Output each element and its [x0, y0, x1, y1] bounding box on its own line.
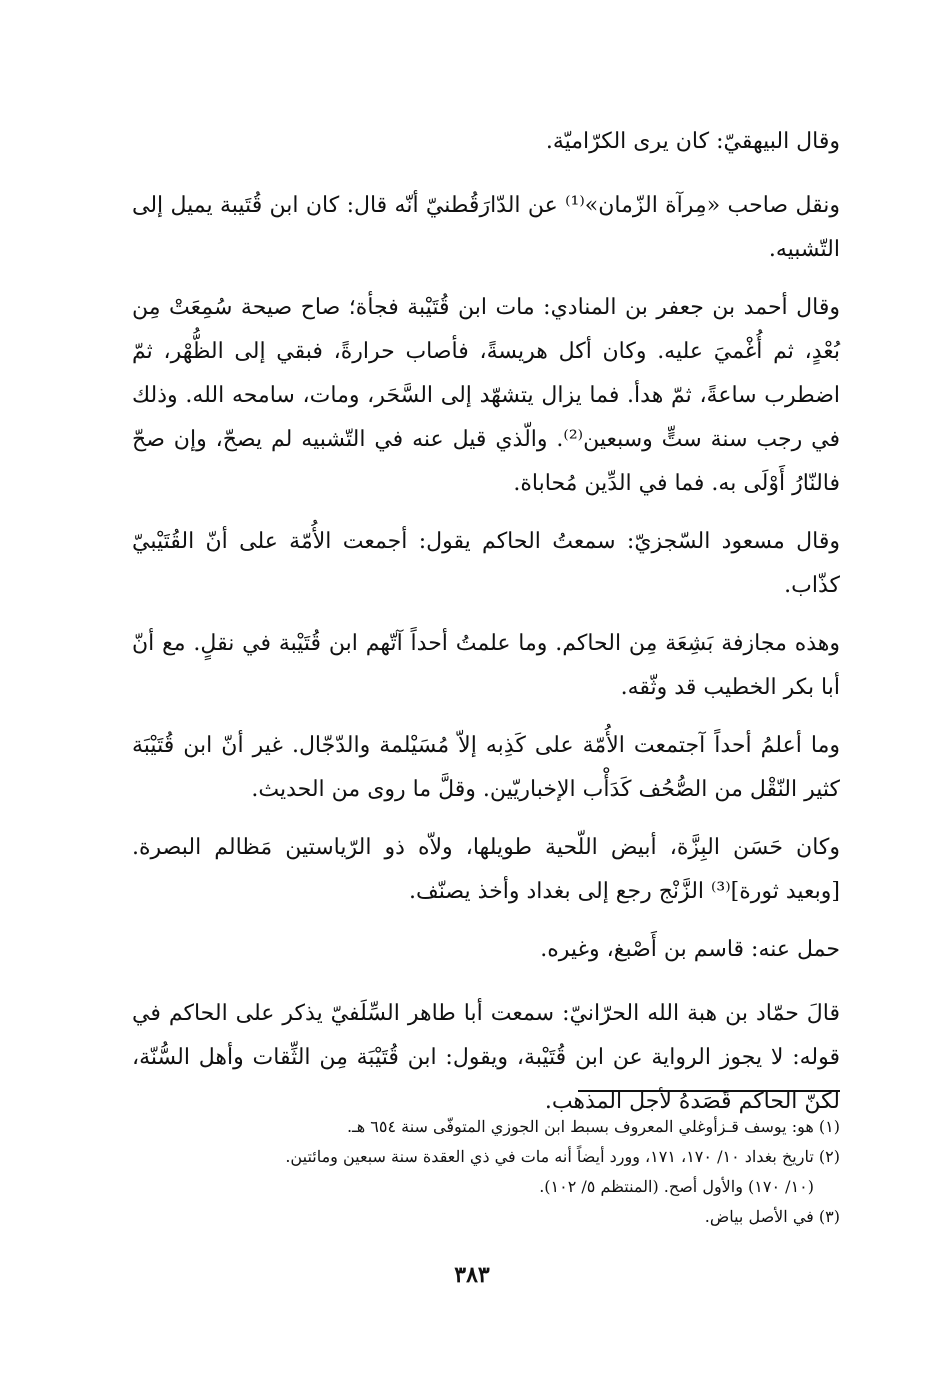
footnote-divider — [578, 1090, 840, 1092]
main-text — [132, 120, 840, 1138]
footnote-text: في الأصل بياض. — [704, 1207, 814, 1226]
footnote — [132, 1112, 840, 1142]
footnote — [132, 1142, 840, 1172]
paragraph: ونقل صاحب «مِرآة الزّمان»⁽¹⁾ عن الدّارَقُطنيّ أنّه قال: كان ابن قُتَيبة يميل إلى التّشبيه. — [132, 193, 840, 262]
paragraph: قالَ حمّاد بن هبة الله الحرّانيّ: سمعت أبا طاهر السِّلَفيّ يذكر على الحاكم في قوله: لا يجوز الرواية عن ابن قُتَيْبة، ويقول: ابن قُتَيْبَة مِن الثِّقات وأهل السُّنّة، لكنّ الحاكم قَصَدهُ لأجل المذهب. — [132, 1001, 840, 1114]
footnote-text: هو: يوسف قـزأوغلي المعروف بسبط ابن الجوزي المتوفّى سنة ٦٥٤ هـ. — [346, 1117, 814, 1136]
footnotes — [132, 1112, 840, 1232]
paragraph: وهذه مجازفة بَشِعَة مِن الحاكم. وما علمتُ أحداً آتّهم ابن قُتَيْبة في نقلٍ. مع أنّ أبا بكر الخطيب قد وثّقه. — [132, 631, 840, 700]
paragraph: وكان حَسَن البِزَّة، أبيض اللّحية طويلها، ولاّه ذو الرّياستين مَظالم البصرة. [وبعيد ثورة]⁽³⁾ الزَّنْج رجع إلى بغداد وأخذ يصنّف. — [132, 835, 840, 904]
paragraph: وقال البيهقيّ: كان يرى الكرّاميّة. — [545, 129, 840, 154]
paragraph: وقال مسعود السّجزيّ: سمعتُ الحاكم يقول: أجمعت الأُمّة على أنّ القُتَيْبيّ كذّاب. — [132, 529, 840, 598]
footnote-number: (١) — [818, 1117, 840, 1136]
footnote-number: (٣) — [818, 1207, 840, 1226]
footnote-continuation: (١٠/ ١٧٠) والأول أصح. (المنتظم ٥/ ١٠٢). — [539, 1177, 814, 1196]
footnote — [132, 1202, 840, 1232]
paragraph: وقال أحمد بن جعفر بن المنادي: مات ابن قُتَيْبة فجأة؛ صاح صيحة سُمِعَتْ مِن بُعْدٍ، ثم أُغْميَ عليه. وكان أكل هريسةً، فأصاب حرارةً، فبقي إلى الظُّهْر، ثمّ اضطرب ساعةً، ثمّ هدأ. فما يزال يتشهّد إلى السَّحَر، ومات، سامحه الله. وذلك في رجب سنة ستٍّ وسبعين⁽²⁾. والّذي قيل عنه في التّشبيه لم يصحّ، وإن صحّ فالنّارُ أَوْلَى به. فما في الدِّين مُحاباة. — [132, 295, 841, 496]
paragraph: حمل عنه: قاسم بن أَصْبغ، وغيره. — [540, 937, 840, 962]
footnote-text: تاريخ بغداد ١٠/ ١٧٠، ١٧١، وورد أيضاً أنه مات في ذي العقدة سنة سبعين ومائتين. — [285, 1147, 814, 1166]
page-number: ٣٨٣ — [454, 1262, 490, 1288]
footnote-number: (٢) — [818, 1147, 840, 1166]
paragraph: وما أعلمُ أحداً آجتمعت الأُمّة على كَذِبه إلاّ مُسَيْلمة والدّجّال. غير أنّ ابن قُتَيْبَة كثير النّقْل من الصُّحُف كَدَأْب الإخباريّين. وقلَّ ما روى من الحديث. — [132, 733, 840, 802]
